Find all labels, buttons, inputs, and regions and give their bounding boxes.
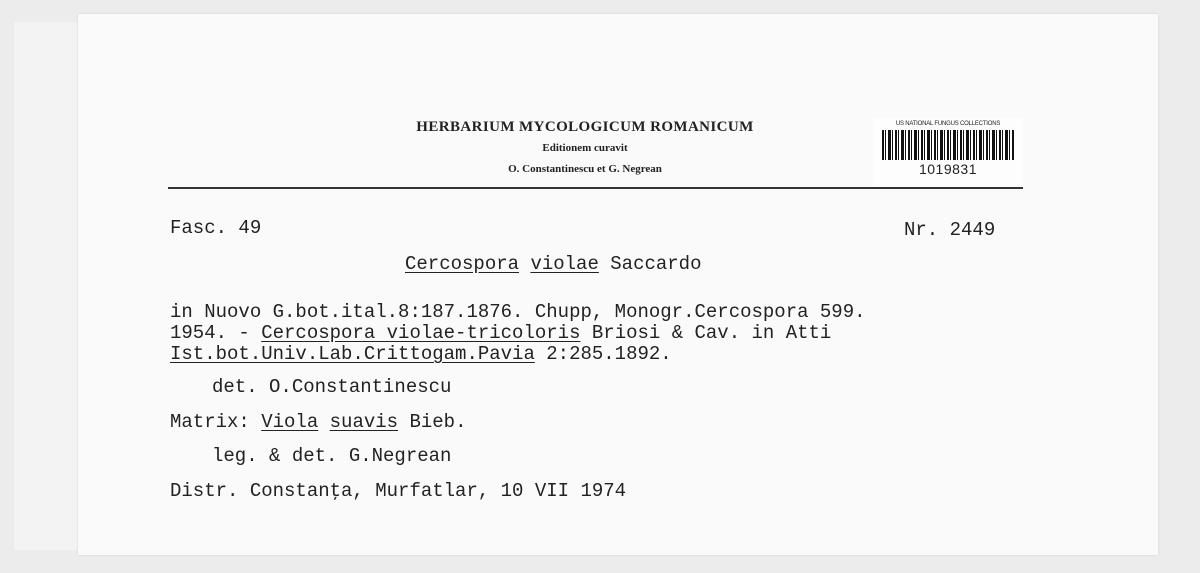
species-epithet: violae	[530, 253, 599, 275]
species-name	[405, 254, 701, 275]
determiner: det. O.Constantinescu	[212, 376, 452, 398]
citation-line-2	[170, 323, 831, 344]
citation-line-3	[170, 344, 672, 365]
header-subtitle: Editionem curavit	[542, 142, 628, 154]
synonym-author: Briosi & Cav. in Atti	[580, 322, 832, 344]
citation-journal: Ist.bot.Univ.Lab.Crittogam.Pavia	[170, 343, 535, 365]
citation-volume: 2:285.1892.	[534, 343, 672, 365]
barcode-icon	[882, 130, 1014, 160]
label-paper	[78, 14, 1158, 555]
collector: leg. & det. G.Negrean	[212, 445, 452, 467]
header-editors: O. Constantinescu et G. Negrean	[508, 163, 662, 175]
barcode-collection-name: US NATIONAL FUNGUS COLLECTIONS	[895, 121, 1001, 127]
fascicle-number: Fasc. 49	[170, 217, 262, 239]
header-divider	[168, 187, 1023, 189]
host-genus: Viola	[261, 411, 319, 433]
matrix-host	[170, 412, 466, 433]
citation-year: 1954. -	[170, 322, 262, 344]
matrix-prefix: Matrix:	[170, 411, 262, 433]
host-author: Bieb.	[398, 411, 467, 433]
species-author: Saccardo	[610, 253, 702, 275]
herbarium-title: HERBARIUM MYCOLOGICUM ROMANICUM	[416, 119, 754, 135]
host-epithet: suavis	[329, 411, 399, 433]
species-genus: Cercospora	[405, 253, 520, 275]
barcode-number: 1019831	[918, 161, 977, 177]
citation-line-1: in Nuovo G.bot.ital.8:187.1876. Chupp, Monogr.Cercospora 599.	[170, 301, 866, 323]
distribution-locality: Distr. Constanţa, Murfatlar, 10 VII 1974	[170, 480, 627, 502]
synonym-name: Cercospora violae-tricoloris	[261, 322, 581, 344]
specimen-number: Nr. 2449	[904, 219, 996, 241]
paper-edge	[14, 22, 84, 550]
barcode-label	[873, 118, 1023, 188]
herbarium-header	[360, 116, 810, 180]
